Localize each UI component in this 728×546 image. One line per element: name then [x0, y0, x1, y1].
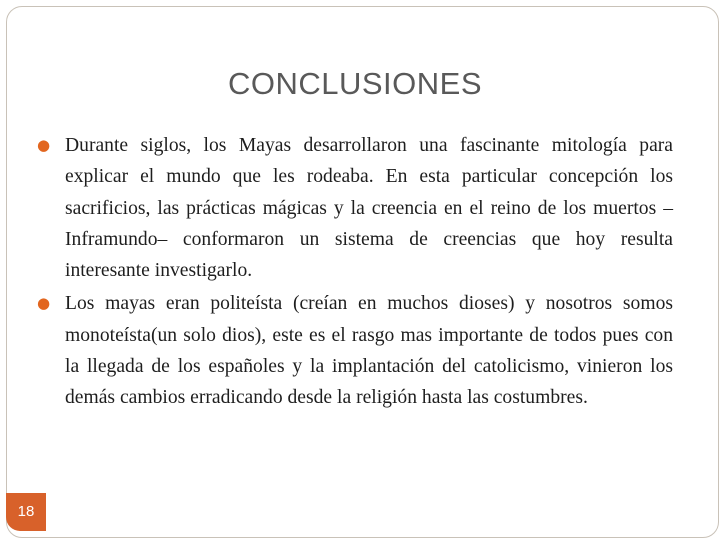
bullet-list — [37, 130, 673, 414]
page-number: 18 — [17, 503, 35, 520]
bullet-item — [37, 288, 673, 413]
bullet-text: Durante siglos, los Mayas desarrollaron una fascinante mitología para explicar el mundo que les rodeaba. En esta particular concepción los sacrificios, las prácticas mágicas y la creencia en el reino de los muertos –Inframundo– conformaron un sistema de creencias que hoy resulta interesante investigarlo. — [65, 135, 673, 282]
bullet-item — [37, 130, 673, 286]
bullet-text: Los mayas eran politeísta (creían en muchos dioses) y nosotros somos monoteísta(un solo dios), este es el rasgo mas importante de todos pues con la llegada de los españoles y la implantación del catolicismo, vinieron los demás cambios erradicando desde la religión hasta las costumbres. — [65, 293, 673, 409]
bullet-icon: ● — [37, 294, 51, 313]
page-number-badge — [6, 493, 46, 531]
slide-title: CONCLUSIONES — [227, 66, 483, 101]
bullet-icon: ● — [37, 136, 51, 154]
